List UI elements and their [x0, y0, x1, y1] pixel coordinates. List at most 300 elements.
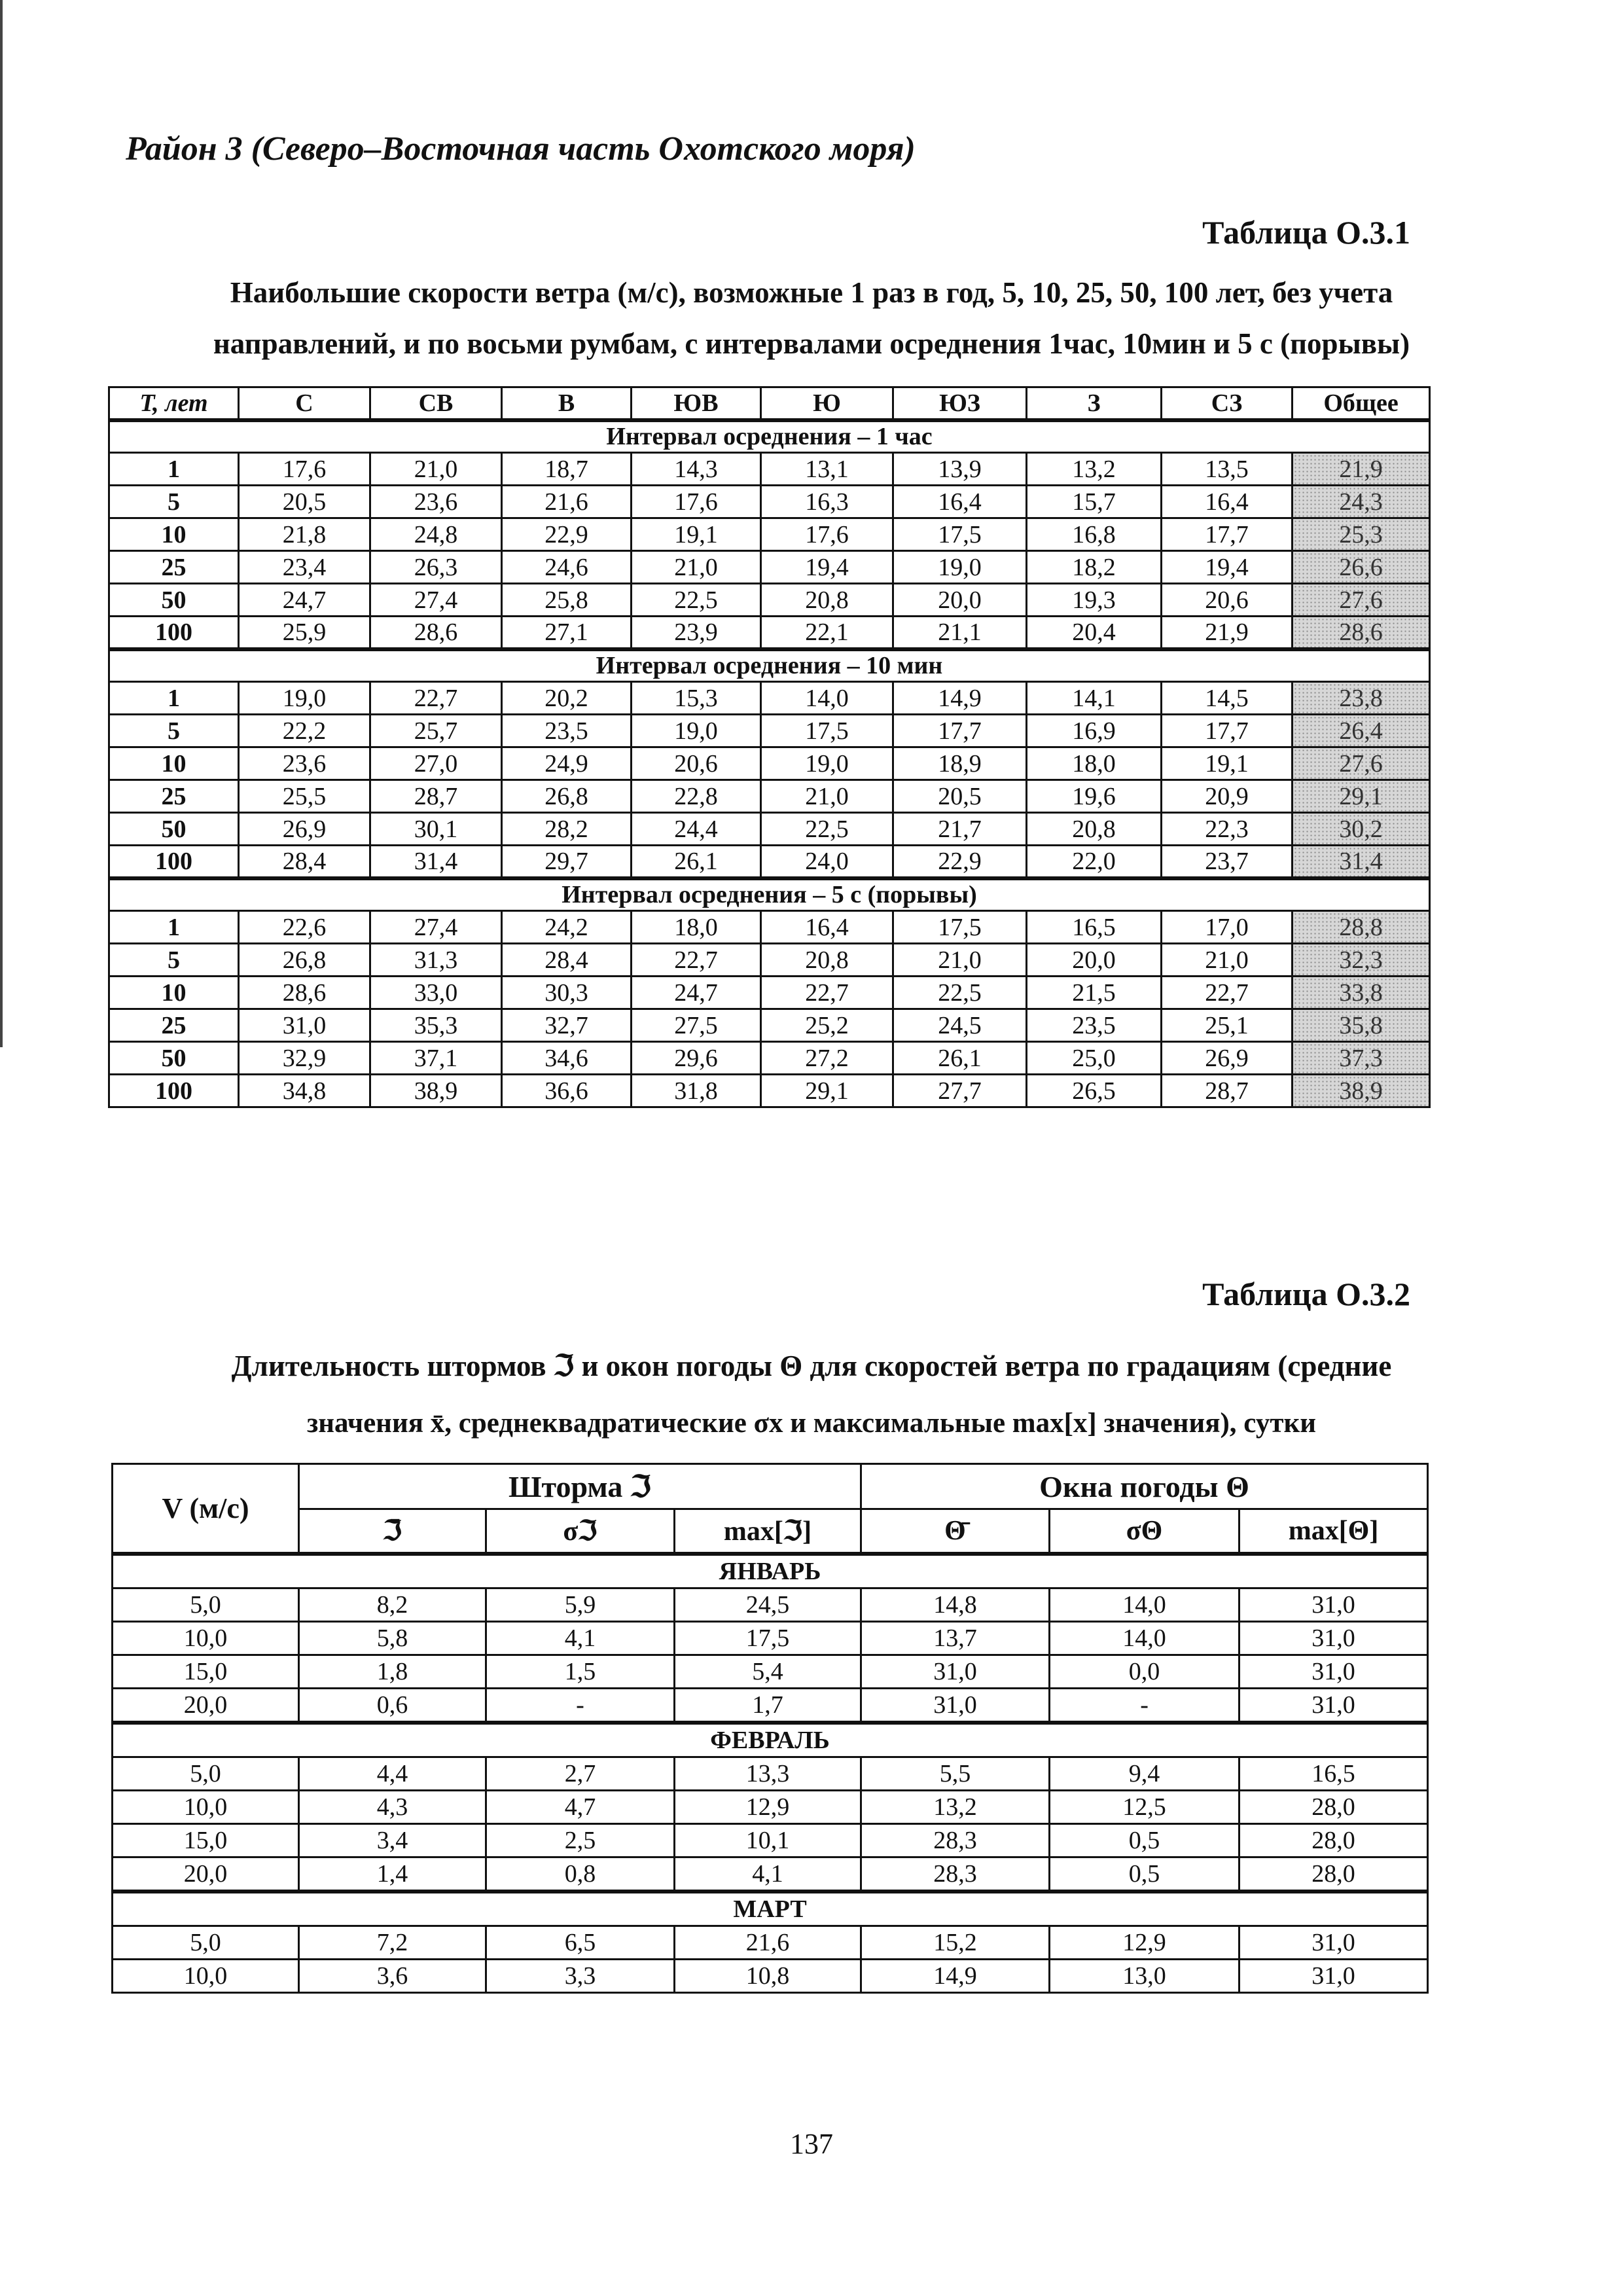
total-cell: 26,4 — [1293, 715, 1430, 747]
value-cell: 7,2 — [299, 1926, 486, 1960]
table-row — [109, 911, 1430, 944]
value-cell: 13,2 — [861, 1791, 1050, 1824]
value-cell: 21,7 — [893, 813, 1027, 846]
value-cell: 16,4 — [1162, 486, 1293, 518]
table-row — [109, 1009, 1430, 1042]
value-cell: 19,4 — [1162, 551, 1293, 584]
value-cell: 17,7 — [1162, 518, 1293, 551]
storm-duration-table — [111, 1463, 1429, 1994]
value-cell: 20,0 — [1027, 944, 1162, 977]
value-cell: 31,0 — [1240, 1689, 1428, 1723]
value-cell: 27,4 — [370, 911, 502, 944]
value-cell: 16,4 — [893, 486, 1027, 518]
value-cell: 3,4 — [299, 1824, 486, 1857]
value-cell: 22,5 — [761, 813, 893, 846]
value-cell: 28,7 — [1162, 1075, 1293, 1107]
value-cell: 26,9 — [1162, 1042, 1293, 1075]
value-cell: 20,6 — [632, 747, 761, 780]
value-cell: 28,3 — [861, 1857, 1050, 1892]
value-cell: 21,0 — [761, 780, 893, 813]
col-header-n: С — [239, 387, 370, 420]
value-cell: 26,3 — [370, 551, 502, 584]
table-row — [109, 551, 1430, 584]
wind-speed-cell: 15,0 — [113, 1655, 299, 1689]
value-cell: 10,1 — [675, 1824, 861, 1857]
value-cell: 22,7 — [1162, 977, 1293, 1009]
value-cell: 13,1 — [761, 453, 893, 486]
month-row — [113, 1554, 1428, 1588]
value-cell: 21,8 — [239, 518, 370, 551]
value-cell: 24,6 — [502, 551, 632, 584]
value-cell: 13,3 — [675, 1757, 861, 1791]
value-cell: 13,5 — [1162, 453, 1293, 486]
value-cell: 20,8 — [761, 944, 893, 977]
value-cell: 17,0 — [1162, 911, 1293, 944]
table1-header-row — [109, 387, 1430, 420]
total-cell: 24,3 — [1293, 486, 1430, 518]
value-cell: 31,0 — [861, 1689, 1050, 1723]
col-header-window-sigma: σΘ — [1050, 1509, 1240, 1554]
return-period-cell: 1 — [109, 453, 239, 486]
value-cell: 33,0 — [370, 977, 502, 1009]
value-cell: 1,7 — [675, 1689, 861, 1723]
wind-speed-cell: 10,0 — [113, 1960, 299, 1993]
value-cell: 22,5 — [893, 977, 1027, 1009]
section-title: Интервал осреднения – 1 час — [109, 420, 1430, 453]
table2-caption-line1: Длительность штормов ℑ и окон погоды Θ для скоростей ветра по градациям (средние — [231, 1350, 1392, 1382]
total-cell: 27,6 — [1293, 584, 1430, 617]
wind-speed-table — [108, 386, 1431, 1108]
col-header-window-mean: Θ̄ — [861, 1509, 1050, 1554]
table1-caption-line2: направлений, и по восьми румбам, с интервалами осреднения 1час, 10мин и 5 с (порывы) — [213, 327, 1410, 360]
col-header-s: Ю — [761, 387, 893, 420]
value-cell: 22,3 — [1162, 813, 1293, 846]
total-cell: 37,3 — [1293, 1042, 1430, 1075]
wind-speed-cell: 5,0 — [113, 1757, 299, 1791]
table2-body — [113, 1554, 1428, 1993]
value-cell: 29,6 — [632, 1042, 761, 1075]
col-header-storm-sigma: σℑ — [486, 1509, 675, 1554]
col-header-w: З — [1027, 387, 1162, 420]
value-cell: 22,2 — [239, 715, 370, 747]
table1-label: Таблица О.3.1 — [1202, 214, 1410, 251]
value-cell: 13,2 — [1027, 453, 1162, 486]
col-header-ne: СВ — [370, 387, 502, 420]
value-cell: 20,4 — [1027, 617, 1162, 649]
value-cell: 23,5 — [1027, 1009, 1162, 1042]
value-cell: 22,8 — [632, 780, 761, 813]
value-cell: 22,9 — [893, 846, 1027, 878]
col-header-wind-speed: V (м/с) — [113, 1464, 299, 1554]
value-cell: 20,9 — [1162, 780, 1293, 813]
col-header-t: T, лет — [109, 387, 239, 420]
table-row — [113, 1791, 1428, 1824]
return-period-cell: 5 — [109, 486, 239, 518]
value-cell: 27,0 — [370, 747, 502, 780]
value-cell: 15,7 — [1027, 486, 1162, 518]
return-period-cell: 25 — [109, 1009, 239, 1042]
return-period-cell: 100 — [109, 846, 239, 878]
value-cell: 0,0 — [1050, 1655, 1240, 1689]
wind-speed-cell: 15,0 — [113, 1824, 299, 1857]
value-cell: 29,7 — [502, 846, 632, 878]
value-cell: 20,2 — [502, 682, 632, 715]
value-cell: 18,9 — [893, 747, 1027, 780]
value-cell: 28,6 — [370, 617, 502, 649]
value-cell: 19,0 — [239, 682, 370, 715]
value-cell: 0,6 — [299, 1689, 486, 1723]
total-cell: 29,1 — [1293, 780, 1430, 813]
table-row — [109, 453, 1430, 486]
value-cell: 21,0 — [632, 551, 761, 584]
value-cell: 30,1 — [370, 813, 502, 846]
value-cell: 24,2 — [502, 911, 632, 944]
value-cell: 28,3 — [861, 1824, 1050, 1857]
table-row — [109, 715, 1430, 747]
value-cell: 22,6 — [239, 911, 370, 944]
table-row — [113, 1824, 1428, 1857]
total-cell: 28,6 — [1293, 617, 1430, 649]
value-cell: 23,6 — [370, 486, 502, 518]
table2-label: Таблица О.3.2 — [1202, 1276, 1410, 1312]
col-header-storm-mean: ℑ̄ — [299, 1509, 486, 1554]
table-row — [113, 1622, 1428, 1655]
value-cell: 19,0 — [761, 747, 893, 780]
value-cell: 21,6 — [675, 1926, 861, 1960]
return-period-cell: 50 — [109, 584, 239, 617]
value-cell: 21,0 — [1162, 944, 1293, 977]
return-period-cell: 25 — [109, 551, 239, 584]
value-cell: 5,8 — [299, 1622, 486, 1655]
value-cell: 22,9 — [502, 518, 632, 551]
total-cell: 27,6 — [1293, 747, 1430, 780]
value-cell: 25,1 — [1162, 1009, 1293, 1042]
value-cell: 27,5 — [632, 1009, 761, 1042]
value-cell: 22,7 — [761, 977, 893, 1009]
value-cell: 19,0 — [632, 715, 761, 747]
table-row — [109, 617, 1430, 649]
value-cell: 0,5 — [1050, 1857, 1240, 1892]
table-row — [109, 747, 1430, 780]
return-period-cell: 100 — [109, 1075, 239, 1107]
value-cell: 28,0 — [1240, 1824, 1428, 1857]
wind-speed-cell: 20,0 — [113, 1857, 299, 1892]
value-cell: 14,0 — [1050, 1622, 1240, 1655]
value-cell: 24,5 — [675, 1588, 861, 1622]
value-cell: 16,9 — [1027, 715, 1162, 747]
value-cell: 14,5 — [1162, 682, 1293, 715]
total-cell: 35,8 — [1293, 1009, 1430, 1042]
table-row — [109, 780, 1430, 813]
value-cell: 16,4 — [761, 911, 893, 944]
value-cell: 28,0 — [1240, 1857, 1428, 1892]
value-cell: 15,3 — [632, 682, 761, 715]
table-row — [113, 1757, 1428, 1791]
table-row — [109, 518, 1430, 551]
value-cell: 24,9 — [502, 747, 632, 780]
value-cell: 21,0 — [893, 944, 1027, 977]
value-cell: 24,7 — [239, 584, 370, 617]
value-cell: 23,5 — [502, 715, 632, 747]
value-cell: 22,1 — [761, 617, 893, 649]
value-cell: 13,0 — [1050, 1960, 1240, 1993]
table-row — [109, 682, 1430, 715]
return-period-cell: 5 — [109, 944, 239, 977]
value-cell: 1,5 — [486, 1655, 675, 1689]
value-cell: - — [1050, 1689, 1240, 1723]
value-cell: 26,5 — [1027, 1075, 1162, 1107]
value-cell: 18,7 — [502, 453, 632, 486]
table-row — [109, 1075, 1430, 1107]
table1-body — [109, 420, 1430, 1107]
value-cell: 34,6 — [502, 1042, 632, 1075]
value-cell: 14,0 — [1050, 1588, 1240, 1622]
table-row — [113, 1857, 1428, 1892]
col-header-e: В — [502, 387, 632, 420]
value-cell: 27,7 — [893, 1075, 1027, 1107]
section-row — [109, 649, 1430, 682]
total-cell: 32,3 — [1293, 944, 1430, 977]
value-cell: 16,5 — [1240, 1757, 1428, 1791]
table-row — [113, 1689, 1428, 1723]
value-cell: 12,9 — [1050, 1926, 1240, 1960]
section-title: Интервал осреднения – 5 с (порывы) — [109, 878, 1430, 911]
col-header-sw: ЮЗ — [893, 387, 1027, 420]
value-cell: - — [486, 1689, 675, 1723]
value-cell: 26,8 — [502, 780, 632, 813]
value-cell: 8,2 — [299, 1588, 486, 1622]
total-cell: 25,3 — [1293, 518, 1430, 551]
value-cell: 20,8 — [1027, 813, 1162, 846]
value-cell: 27,2 — [761, 1042, 893, 1075]
value-cell: 38,9 — [370, 1075, 502, 1107]
value-cell: 31,8 — [632, 1075, 761, 1107]
value-cell: 31,0 — [1240, 1622, 1428, 1655]
value-cell: 31,0 — [1240, 1655, 1428, 1689]
value-cell: 4,3 — [299, 1791, 486, 1824]
value-cell: 22,5 — [632, 584, 761, 617]
value-cell: 26,8 — [239, 944, 370, 977]
value-cell: 4,7 — [486, 1791, 675, 1824]
value-cell: 4,1 — [675, 1857, 861, 1892]
value-cell: 27,4 — [370, 584, 502, 617]
table-row — [109, 584, 1430, 617]
value-cell: 16,3 — [761, 486, 893, 518]
value-cell: 17,5 — [893, 518, 1027, 551]
value-cell: 19,1 — [1162, 747, 1293, 780]
table-row — [109, 977, 1430, 1009]
value-cell: 3,3 — [486, 1960, 675, 1993]
total-cell: 31,4 — [1293, 846, 1430, 878]
wind-speed-cell: 10,0 — [113, 1791, 299, 1824]
table-row — [113, 1655, 1428, 1689]
value-cell: 24,8 — [370, 518, 502, 551]
value-cell: 9,4 — [1050, 1757, 1240, 1791]
value-cell: 1,8 — [299, 1655, 486, 1689]
wind-speed-cell: 10,0 — [113, 1622, 299, 1655]
table2-caption-line2: значения x̄, среднеквадратические σx и максимальные max[x] значения), сутки — [307, 1408, 1316, 1439]
value-cell: 20,0 — [893, 584, 1027, 617]
value-cell: 14,8 — [861, 1588, 1050, 1622]
return-period-cell: 1 — [109, 682, 239, 715]
return-period-cell: 25 — [109, 780, 239, 813]
wind-speed-cell: 5,0 — [113, 1926, 299, 1960]
value-cell: 17,6 — [239, 453, 370, 486]
month-row — [113, 1892, 1428, 1926]
value-cell: 31,0 — [1240, 1960, 1428, 1993]
value-cell: 1,4 — [299, 1857, 486, 1892]
value-cell: 24,7 — [632, 977, 761, 1009]
value-cell: 28,2 — [502, 813, 632, 846]
value-cell: 22,7 — [632, 944, 761, 977]
table-row — [109, 813, 1430, 846]
value-cell: 19,1 — [632, 518, 761, 551]
value-cell: 28,4 — [239, 846, 370, 878]
value-cell: 25,5 — [239, 780, 370, 813]
total-cell: 26,6 — [1293, 551, 1430, 584]
value-cell: 28,6 — [239, 977, 370, 1009]
return-period-cell: 50 — [109, 813, 239, 846]
value-cell: 5,5 — [861, 1757, 1050, 1791]
value-cell: 19,3 — [1027, 584, 1162, 617]
value-cell: 0,5 — [1050, 1824, 1240, 1857]
value-cell: 20,5 — [239, 486, 370, 518]
value-cell: 22,7 — [370, 682, 502, 715]
month-title: ФЕВРАЛЬ — [113, 1723, 1428, 1757]
value-cell: 25,0 — [1027, 1042, 1162, 1075]
value-cell: 3,6 — [299, 1960, 486, 1993]
value-cell: 25,8 — [502, 584, 632, 617]
value-cell: 20,5 — [893, 780, 1027, 813]
value-cell: 14,1 — [1027, 682, 1162, 715]
value-cell: 34,8 — [239, 1075, 370, 1107]
value-cell: 35,3 — [370, 1009, 502, 1042]
col-header-nw: СЗ — [1162, 387, 1293, 420]
table-row — [109, 1042, 1430, 1075]
value-cell: 6,5 — [486, 1926, 675, 1960]
value-cell: 24,0 — [761, 846, 893, 878]
value-cell: 21,0 — [370, 453, 502, 486]
table-row — [113, 1926, 1428, 1960]
value-cell: 14,9 — [861, 1960, 1050, 1993]
value-cell: 23,7 — [1162, 846, 1293, 878]
value-cell: 20,6 — [1162, 584, 1293, 617]
table-row — [109, 486, 1430, 518]
col-header-total: Общее — [1293, 387, 1430, 420]
table-row — [113, 1588, 1428, 1622]
value-cell: 26,1 — [893, 1042, 1027, 1075]
value-cell: 31,3 — [370, 944, 502, 977]
col-header-storm-max: max[ℑ] — [675, 1509, 861, 1554]
section-row — [109, 878, 1430, 911]
value-cell: 17,5 — [761, 715, 893, 747]
value-cell: 18,0 — [632, 911, 761, 944]
value-cell: 24,5 — [893, 1009, 1027, 1042]
value-cell: 22,0 — [1027, 846, 1162, 878]
value-cell: 32,9 — [239, 1042, 370, 1075]
value-cell: 23,9 — [632, 617, 761, 649]
value-cell: 14,0 — [761, 682, 893, 715]
value-cell: 37,1 — [370, 1042, 502, 1075]
month-title: МАРТ — [113, 1892, 1428, 1926]
table2-header-row-2 — [113, 1509, 1428, 1554]
table-row — [109, 944, 1430, 977]
value-cell: 17,5 — [675, 1622, 861, 1655]
value-cell: 18,0 — [1027, 747, 1162, 780]
month-row — [113, 1723, 1428, 1757]
value-cell: 2,7 — [486, 1757, 675, 1791]
region-title: Район 3 (Северо–Восточная часть Охотского моря) — [126, 130, 916, 168]
value-cell: 21,9 — [1162, 617, 1293, 649]
value-cell: 10,8 — [675, 1960, 861, 1993]
value-cell: 23,6 — [239, 747, 370, 780]
total-cell: 21,9 — [1293, 453, 1430, 486]
value-cell: 25,7 — [370, 715, 502, 747]
return-period-cell: 100 — [109, 617, 239, 649]
value-cell: 26,9 — [239, 813, 370, 846]
value-cell: 25,9 — [239, 617, 370, 649]
section-row — [109, 420, 1430, 453]
col-header-se: ЮВ — [632, 387, 761, 420]
wind-speed-cell: 20,0 — [113, 1689, 299, 1723]
value-cell: 26,1 — [632, 846, 761, 878]
value-cell: 4,1 — [486, 1622, 675, 1655]
value-cell: 16,8 — [1027, 518, 1162, 551]
value-cell: 5,4 — [675, 1655, 861, 1689]
value-cell: 25,2 — [761, 1009, 893, 1042]
return-period-cell: 10 — [109, 977, 239, 1009]
value-cell: 21,1 — [893, 617, 1027, 649]
return-period-cell: 1 — [109, 911, 239, 944]
value-cell: 19,4 — [761, 551, 893, 584]
value-cell: 17,6 — [632, 486, 761, 518]
total-cell: 33,8 — [1293, 977, 1430, 1009]
value-cell: 4,4 — [299, 1757, 486, 1791]
value-cell: 19,0 — [893, 551, 1027, 584]
value-cell: 36,6 — [502, 1075, 632, 1107]
value-cell: 20,8 — [761, 584, 893, 617]
value-cell: 19,6 — [1027, 780, 1162, 813]
value-cell: 27,1 — [502, 617, 632, 649]
value-cell: 21,6 — [502, 486, 632, 518]
col-group-weather-windows: Окна погоды Θ — [861, 1464, 1428, 1509]
value-cell: 12,9 — [675, 1791, 861, 1824]
value-cell: 18,2 — [1027, 551, 1162, 584]
table-row — [113, 1960, 1428, 1993]
value-cell: 31,0 — [1240, 1588, 1428, 1622]
value-cell: 2,5 — [486, 1824, 675, 1857]
value-cell: 23,4 — [239, 551, 370, 584]
value-cell: 14,9 — [893, 682, 1027, 715]
value-cell: 32,7 — [502, 1009, 632, 1042]
value-cell: 29,1 — [761, 1075, 893, 1107]
scan-edge-line — [0, 0, 3, 1047]
value-cell: 16,5 — [1027, 911, 1162, 944]
value-cell: 28,0 — [1240, 1791, 1428, 1824]
value-cell: 24,4 — [632, 813, 761, 846]
page-number: 137 — [790, 2128, 833, 2160]
value-cell: 17,7 — [893, 715, 1027, 747]
value-cell: 28,4 — [502, 944, 632, 977]
return-period-cell: 50 — [109, 1042, 239, 1075]
value-cell: 14,3 — [632, 453, 761, 486]
value-cell: 31,0 — [861, 1655, 1050, 1689]
return-period-cell: 10 — [109, 518, 239, 551]
value-cell: 31,4 — [370, 846, 502, 878]
value-cell: 31,0 — [1240, 1926, 1428, 1960]
value-cell: 17,5 — [893, 911, 1027, 944]
value-cell: 21,5 — [1027, 977, 1162, 1009]
